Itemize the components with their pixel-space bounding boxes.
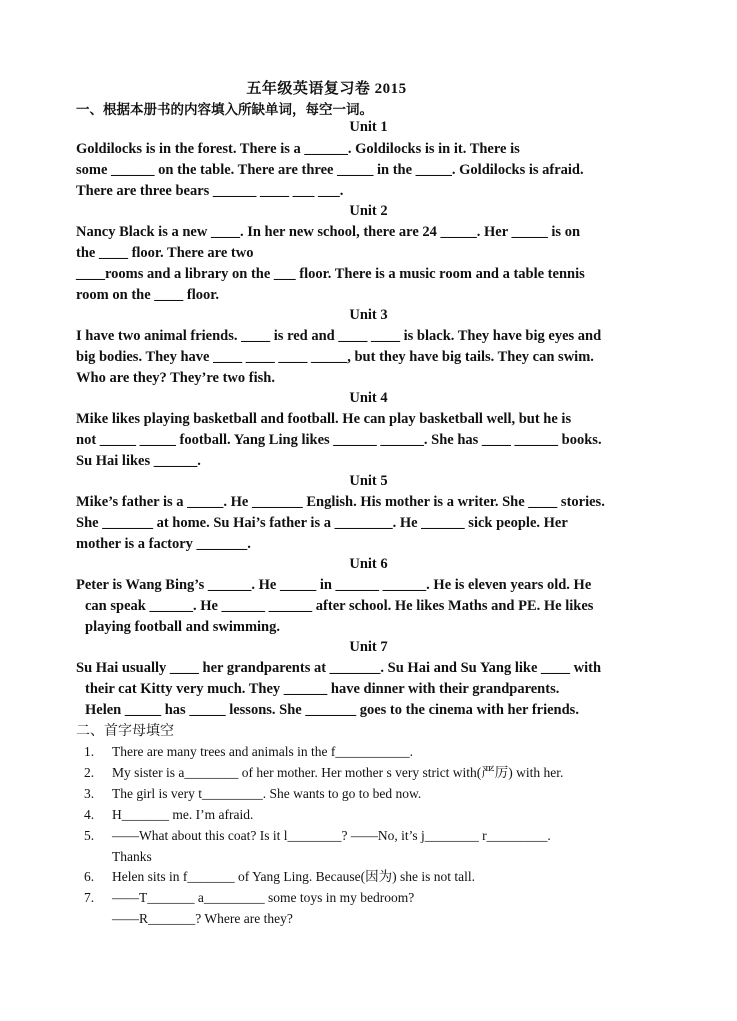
unit-4-title: Unit 4 (349, 390, 388, 406)
question-number: 3. (84, 786, 95, 801)
question-6 (84, 867, 674, 888)
text-line: not _____ _____ football. Yang Ling likes ______ ______. She has ____ ______ books. (76, 432, 602, 448)
unit-1-text (76, 139, 666, 202)
text-line: mother is a factory _______. (76, 536, 251, 552)
text-line: ____rooms and a library on the ___ floor. There is a music room and a table tennis (76, 266, 585, 282)
unit-3-title: Unit 3 (349, 307, 388, 323)
text-line: Peter is Wang Bing’s ______. He _____ in ______ ______. He is eleven years old. He (76, 577, 592, 593)
section1-heading: 一、根据本册书的内容填入所缺单词，每空一词。 (76, 102, 373, 118)
text-line: Su Hai usually ____ her grandparents at _______. Su Hai and Su Yang like ____ with (76, 660, 602, 676)
text-line: big bodies. They have ____ ____ ____ _____, but they have big tails. They can swim. (76, 349, 594, 365)
text-line: Helen _____ has _____ lessons. She _______ goes to the cinema with her friends. (85, 702, 579, 718)
text-line: Su Hai likes ______. (76, 453, 201, 469)
unit-7-text (76, 658, 666, 721)
question-number: 1. (84, 744, 95, 759)
text-line: I have two animal friends. ____ is red and ____ ____ is black. They have big eyes and (76, 328, 602, 344)
page-title-text: 五年级英语复习卷 2015 (246, 81, 407, 97)
question-number: 7. (84, 890, 95, 905)
question-text: Helen sits in f_______ of Yang Ling. Because(因为) she is not tall. (112, 869, 475, 884)
text-line: Mike likes playing basketball and football. He can play basketball well, but he is (76, 411, 572, 427)
question-text: ——T_______ a_________ some toys in my bedroom? (112, 890, 415, 905)
unit-6-title: Unit 6 (349, 556, 388, 572)
text-line: There are three bears ______ ____ ___ ___. (76, 183, 344, 199)
unit-7-title: Unit 7 (349, 639, 388, 655)
text-line: Nancy Black is a new ____. In her new school, there are 24 _____. Her _____ is on (76, 224, 581, 240)
unit-5-title: Unit 5 (349, 473, 388, 489)
text-line: some ______ on the table. There are three _____ in the _____. Goldilocks is afraid. (76, 162, 584, 178)
question-5 (84, 826, 674, 867)
question-1 (84, 742, 674, 763)
text-line: their cat Kitty very much. They ______ have dinner with their grandparents. (85, 681, 560, 697)
unit-6-text (76, 575, 666, 638)
unit-1-title: Unit 1 (349, 119, 388, 135)
unit-3-text (76, 326, 666, 389)
question-7 (84, 888, 674, 929)
page-title (0, 77, 737, 98)
text-line: Who are they? They’re two fish. (76, 370, 275, 386)
text-line: the ____ floor. There are two (76, 245, 254, 261)
question-text: H_______ me. I’m afraid. (112, 807, 254, 822)
text-line: Goldilocks is in the forest. There is a ______. Goldilocks is in it. There is (76, 141, 520, 157)
text-line: She _______ at home. Su Hai’s father is a ________. He ______ sick people. Her (76, 515, 568, 531)
text-line: playing football and swimming. (85, 619, 280, 635)
question-number: 4. (84, 807, 95, 822)
question-4 (84, 805, 674, 826)
text-line: Mike’s father is a _____. He _______ English. His mother is a writer. She ____ stories. (76, 494, 605, 510)
question-number: 6. (84, 869, 95, 884)
question-number: 2. (84, 765, 95, 780)
unit-2-text (76, 222, 666, 306)
section2-heading: 二、首字母填空 (76, 723, 174, 739)
question-text: ——R_______? Where are they? (112, 910, 293, 926)
question-2 (84, 763, 674, 784)
unit-2-title: Unit 2 (349, 203, 388, 219)
question-text: Thanks (112, 848, 152, 864)
question-3 (84, 784, 674, 805)
unit-5-text (76, 492, 666, 555)
question-text: My sister is a________ of her mother. Her mother s very strict with(严厉) with her. (112, 765, 564, 780)
question-text: The girl is very t_________. She wants to go to bed now. (112, 786, 422, 801)
text-line: room on the ____ floor. (76, 287, 219, 303)
text-line: can speak ______. He ______ ______ after school. He likes Maths and PE. He likes (85, 598, 594, 614)
question-number: 5. (84, 828, 95, 843)
question-text: ——What about this coat? Is it l________? ——No, it’s j________ r_________. (112, 828, 551, 843)
question-text: There are many trees and animals in the f___________. (112, 744, 414, 759)
unit-4-text (76, 409, 666, 472)
